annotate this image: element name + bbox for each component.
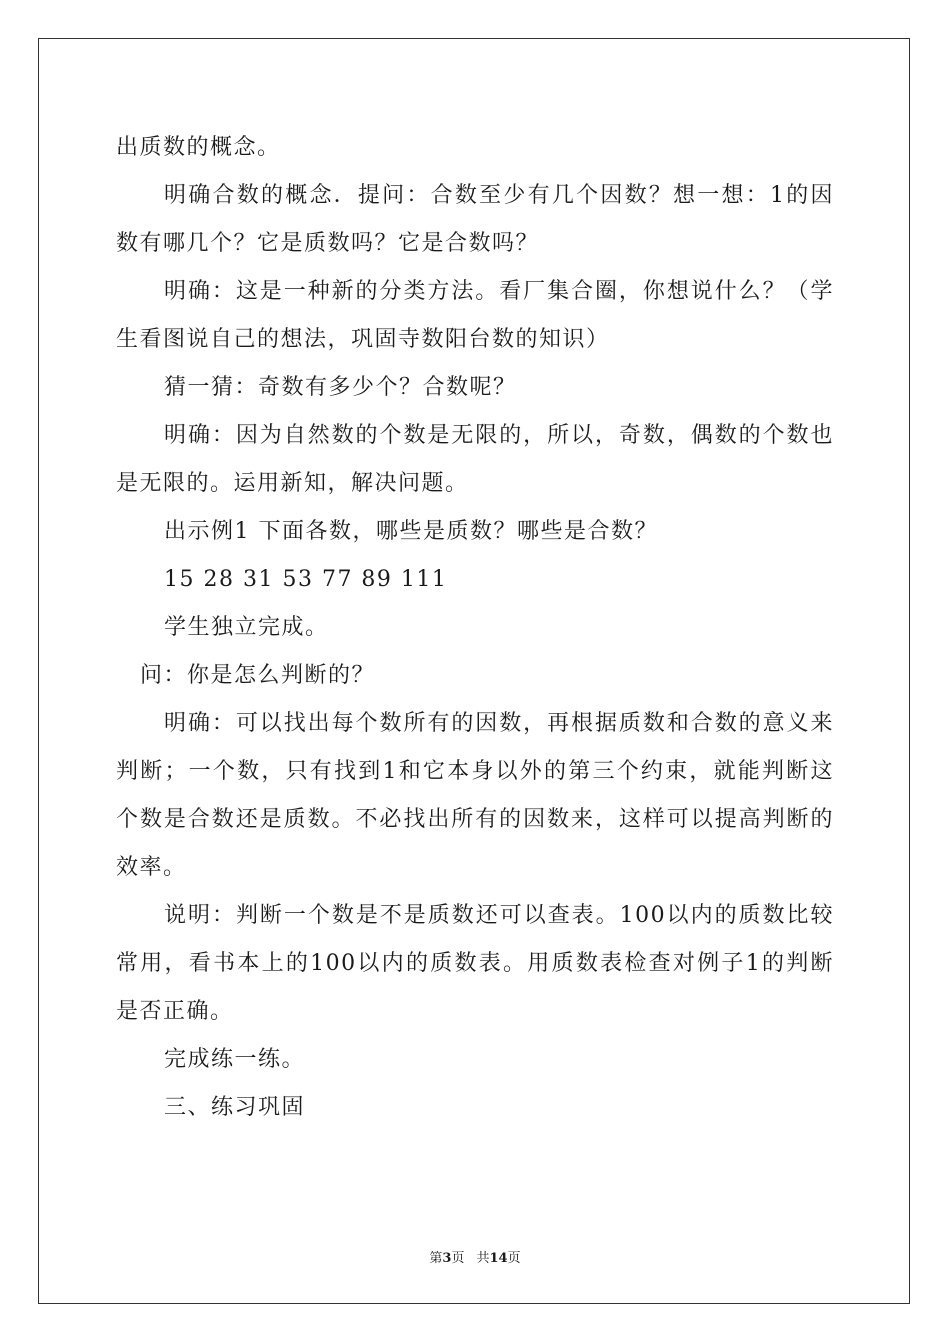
paragraph-9: 问：你是怎么判断的？: [140, 663, 376, 688]
page-suffix: 页: [451, 1251, 465, 1266]
paragraph-8: 学生独立完成。: [164, 615, 329, 640]
page-number: 3: [442, 1251, 452, 1266]
paragraph-5: 明确：因为自然数的个数是无限的，所以，奇数，偶数的个数也是无限的。运用新知，解决问题。: [116, 423, 834, 496]
total-pages: 14: [489, 1251, 508, 1266]
page-prefix: 第: [429, 1251, 443, 1266]
paragraph-1: 出质数的概念。: [116, 135, 281, 160]
section-heading: 三、练习巩固: [164, 1095, 306, 1120]
total-prefix: 共: [476, 1251, 490, 1266]
paragraph-2: 明确合数的概念．提问：合数至少有几个因数？想一想：1的因数有哪几个？它是质数吗？它是合数吗？: [116, 183, 834, 256]
paragraph-11: 说明：判断一个数是不是质数还可以查表。100以内的质数比较常用，看书本上的100以内的质数表。用质数表检查对例子1的判断是否正确。: [116, 903, 834, 1024]
total-suffix: 页: [507, 1251, 521, 1266]
paragraph-3: 明确：这是一种新的分类方法。看厂集合圈，你想说什么？（学生看图说自己的想法，巩固寺数阳台数的知识）: [116, 279, 834, 352]
paragraph-4: 猜一猜：奇数有多少个？合数呢？: [164, 375, 517, 400]
document-body: [116, 124, 834, 1132]
page-footer: [0, 1247, 950, 1266]
paragraph-7: 15 28 31 53 77 89 111: [164, 567, 448, 592]
paragraph-10: 明确：可以找出每个数所有的因数，再根据质数和合数的意义来判断；一个数，只有找到1和它本身以外的第三个约束，就能判断这个数是合数还是质数。不必找出所有的因数来，这样可以提高判断的效率。: [116, 711, 834, 880]
paragraph-6: 出示例1 下面各数，哪些是质数？哪些是合数？: [164, 519, 658, 544]
paragraph-12: 完成练一练。: [164, 1047, 306, 1072]
